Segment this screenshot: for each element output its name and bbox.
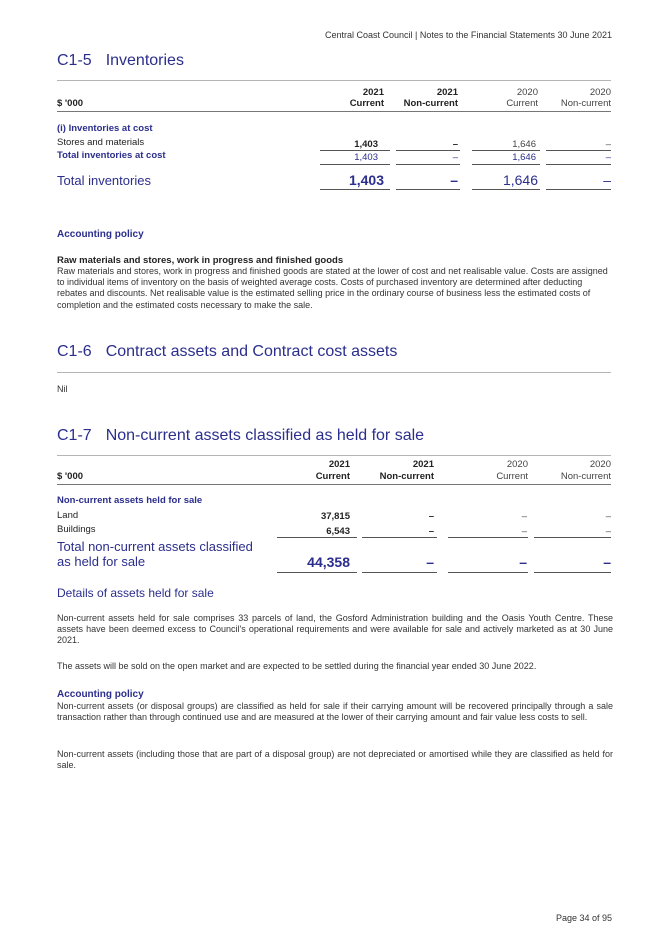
details-heading: Details of assets held for sale — [57, 586, 214, 600]
cell-rule — [534, 537, 611, 538]
header-underline — [57, 484, 611, 485]
cell-rule — [472, 164, 540, 165]
section-title-c1-5 — [57, 52, 184, 70]
section-title-text: Contract assets and Contract cost assets — [105, 343, 398, 360]
details-paragraph: The assets will be sold on the open market and are expected to be settled during the financial year ended 30 June 2022. — [57, 661, 537, 671]
col-type: Non-current — [403, 98, 458, 109]
cell-rule — [546, 150, 611, 151]
total-rule — [362, 572, 437, 573]
cell-rule — [277, 537, 357, 538]
col-type: Current — [315, 471, 350, 482]
total-rule — [534, 572, 611, 573]
table-subheading: Non-current assets held for sale — [57, 495, 203, 506]
policy-subheading: Raw materials and stores, work in progress and finished goods — [57, 255, 344, 266]
col-type: Current — [349, 98, 384, 109]
cell-value: 1,646 — [512, 139, 536, 150]
total-value: – — [519, 554, 527, 570]
total-rule — [472, 189, 540, 190]
cell-rule — [396, 164, 460, 165]
total-rule — [448, 572, 528, 573]
cell-rule — [448, 537, 528, 538]
page-number: Page 34 of 95 — [555, 913, 612, 923]
policy-heading: Accounting policy — [57, 689, 144, 700]
table-subheading: (i) Inventories at cost — [57, 123, 153, 134]
section-title-c1-6 — [57, 343, 397, 361]
page-header: Central Coast Council | Notes to the Financial Statements 30 June 2021 — [325, 30, 612, 40]
col-year: 2021 — [362, 87, 384, 98]
cell-value: – — [452, 152, 458, 163]
col-year: 2021 — [328, 459, 350, 470]
section-title-text: Non-current assets classified as held for sale — [105, 427, 425, 444]
total-value: – — [603, 554, 611, 570]
total-label-line: as held for sale — [57, 554, 146, 569]
total-label: Total inventories — [57, 173, 151, 188]
cell-value: – — [521, 526, 527, 537]
row-label: Total inventories at cost — [57, 150, 166, 161]
cell-rule — [472, 150, 540, 151]
section-title-c1-7 — [57, 427, 424, 445]
unit-label: $ '000 — [57, 471, 84, 482]
cell-value: 37,815 — [320, 511, 350, 522]
total-value: 1,646 — [502, 172, 538, 188]
cell-value: 1,403 — [354, 152, 378, 163]
cell-value: – — [428, 511, 434, 522]
row-label: Land — [57, 510, 79, 521]
cell-value: – — [605, 526, 611, 537]
total-value: – — [603, 172, 611, 188]
col-year: 2021 — [436, 87, 458, 98]
total-value: – — [450, 172, 458, 188]
row-label: Stores and materials — [57, 137, 145, 148]
cell-value: 6,543 — [326, 526, 350, 537]
section-rule — [57, 372, 611, 373]
col-type: Current — [496, 471, 528, 482]
section-title-text: Inventories — [105, 52, 184, 69]
nil-text: Nil — [57, 384, 68, 394]
total-label-line: Total non-current assets classified — [57, 539, 253, 554]
cell-value: 1,403 — [354, 139, 378, 150]
section-number: C1-5 — [57, 52, 92, 69]
policy-paragraph: Non-current assets (or disposal groups) are classified as held for sale if their carrying amount will be recovered principally through a sale transaction rather than through continued use and are measured at the lower of their carrying amount and fair value less costs to sell. — [57, 701, 613, 723]
col-type: Non-current — [560, 471, 611, 482]
section-number: C1-6 — [57, 343, 92, 360]
col-year: 2020 — [589, 87, 611, 98]
policy-paragraph: Non-current assets (including those that are part of a disposal group) are not depreciated or amortised while they are classified as held for sale. — [57, 749, 613, 771]
col-type: Current — [506, 98, 538, 109]
cell-value: – — [428, 526, 434, 537]
total-rule — [396, 189, 460, 190]
total-rule — [546, 189, 611, 190]
policy-heading: Accounting policy — [57, 229, 144, 240]
section-rule — [57, 80, 611, 81]
row-label: Buildings — [57, 524, 96, 535]
policy-text: Raw materials and stores, work in progress and finished goods are stated at the lower of cost and net realisable value. Costs are assigned to individual items of inventory on the basis of weighted average costs. Costs of purchased inventory are determined after deducting rebates and discounts. Net realisable value is the estimated selling price in the ordinary course of business less the estimated costs of completion and the estimated costs necessary to make the sale. — [57, 266, 608, 310]
col-year: 2020 — [589, 459, 611, 470]
col-year: 2021 — [412, 459, 434, 470]
cell-rule — [396, 150, 460, 151]
cell-value: – — [452, 139, 458, 150]
cell-rule — [362, 537, 437, 538]
cell-rule — [320, 150, 390, 151]
details-paragraph: Non-current assets held for sale comprises 33 parcels of land, the Gosford Administration building and the Oasis Youth Centre. These assets have been deemed excess to Council's operational requirements and were available for sale and actively marketed as at 30 June 2021. — [57, 613, 613, 646]
cell-value: – — [605, 139, 611, 150]
col-type: Non-current — [379, 471, 434, 482]
unit-label: $ '000 — [57, 98, 84, 109]
total-label — [57, 539, 253, 569]
col-year: 2020 — [516, 87, 538, 98]
total-rule — [277, 572, 357, 573]
total-value: – — [426, 554, 434, 570]
total-rule — [320, 189, 390, 190]
section-number: C1-7 — [57, 427, 92, 444]
cell-value: 1,646 — [512, 152, 536, 163]
col-type: Non-current — [560, 98, 611, 109]
cell-value: – — [605, 152, 611, 163]
col-year: 2020 — [506, 459, 528, 470]
cell-value: – — [605, 511, 611, 522]
total-value: 44,358 — [307, 554, 350, 570]
cell-rule — [320, 164, 390, 165]
cell-rule — [546, 164, 611, 165]
header-underline — [57, 111, 611, 112]
cell-value: – — [521, 511, 527, 522]
total-value: 1,403 — [348, 172, 384, 188]
section-rule — [57, 455, 611, 456]
